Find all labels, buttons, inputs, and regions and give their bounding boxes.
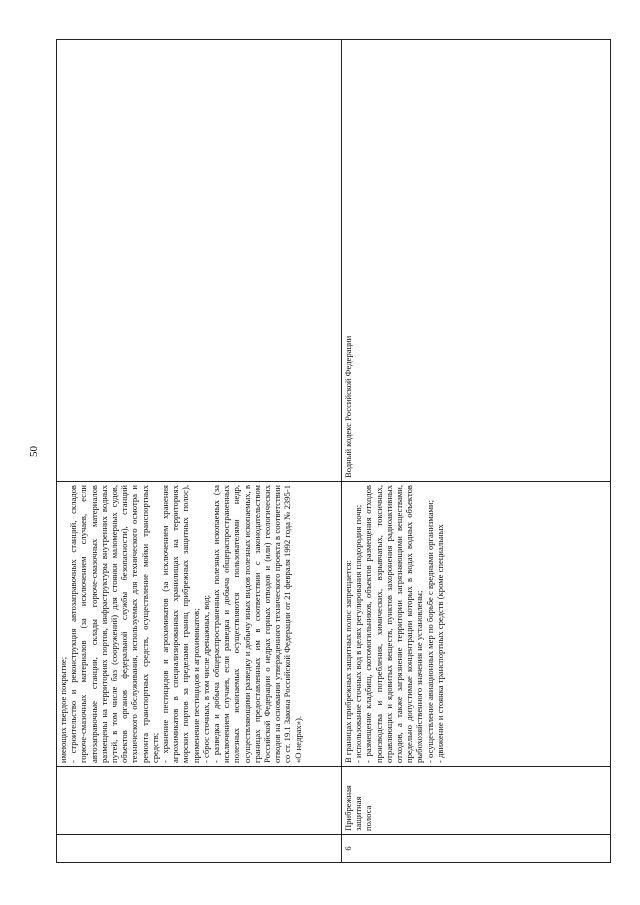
restriction-paragraph: - хранение пестицидов и агрохимикатов (за исключением хранения агрохимикатов в специализированных хранилищах на территориях морских портов за пределами границ прибрежных защитных полос), применение пестицидов и агрохимикатов; [160,485,201,763]
regulations-table [56,39,611,863]
row-number-cell [57,835,342,863]
restriction-paragraph: - использование сточных вод в целях регулирования плодородия почв; [353,504,364,763]
page-number: 50 [28,446,40,457]
restrictions-cell [342,482,611,767]
restriction-paragraph: - строительство и реконструкция автозаправочных станций, складов горюче-смазочных материалов (за исключением случаев, если автозаправочные станции, склады горюче-смазочных материалов размещены на территориях портов, инфраструктуры внутренних водных путей, в том числе баз (сооружений) для стоянки маломерных судов, объектов органов федеральной службы безопасности), станций технического обслуживания, используемых для технического осмотра и ремонта транспортных средств, осуществление мойки транспортных средств; [68,485,160,763]
table-row [57,40,342,863]
restriction-paragraph: В границах прибрежных защитных полос запрещается: [343,560,353,763]
zone-name-cell: Прибрежная защитная полоса [342,767,611,835]
law-cell: Водный кодекс Российской Федерации [342,40,611,482]
restriction-paragraph: - осуществление авиационных мер по борьбе с вредными организмами; [424,500,435,763]
law-cell [57,40,342,482]
zone-name-cell [57,767,342,835]
restriction-paragraph: имеющих твердое покрытие; [58,656,68,763]
restriction-paragraph: - размещение кладбищ, скотомогильников, объектов размещения отходов производства и потребления, химических, взрывчатых, токсичных, отравляющих и ядовитых веществ, пунктов захоронения радиоактивных отходов, а также загрязнение территории загрязняющими веществами, предельно допустимые концентрации которых в водах водных объектов рыбохозяйственного значения не установлены; [363,485,425,763]
restriction-paragraph: - разведка и добыча общераспространенных полезных ископаемых (за исключением случаев, если разведка и добыча общераспространенных полезных ископаемых осуществляются пользователями недр, осуществляющими разведку и добычу иных видов полезных ископаемых, в границах предоставленных им в соответствии с законодательством Российской Федерации о недрах горных отводов и (или) геологических отводов на основании утвержденного технического проекта в соответствии со ст. 19.1 Закона Российской Федерации от 21 февраля 1992 года № 2395-1 «О недрах»). [211,485,303,763]
restrictions-cell [57,482,342,767]
row-number-cell: 6 [342,835,611,863]
rotated-page [28,40,606,863]
restriction-paragraph: - движение и стоянка транспортных средств (кроме специальных [434,524,445,763]
restriction-paragraph: - сброс сточных, в том числе дренажных, вод; [200,594,211,763]
table-row [342,40,611,863]
